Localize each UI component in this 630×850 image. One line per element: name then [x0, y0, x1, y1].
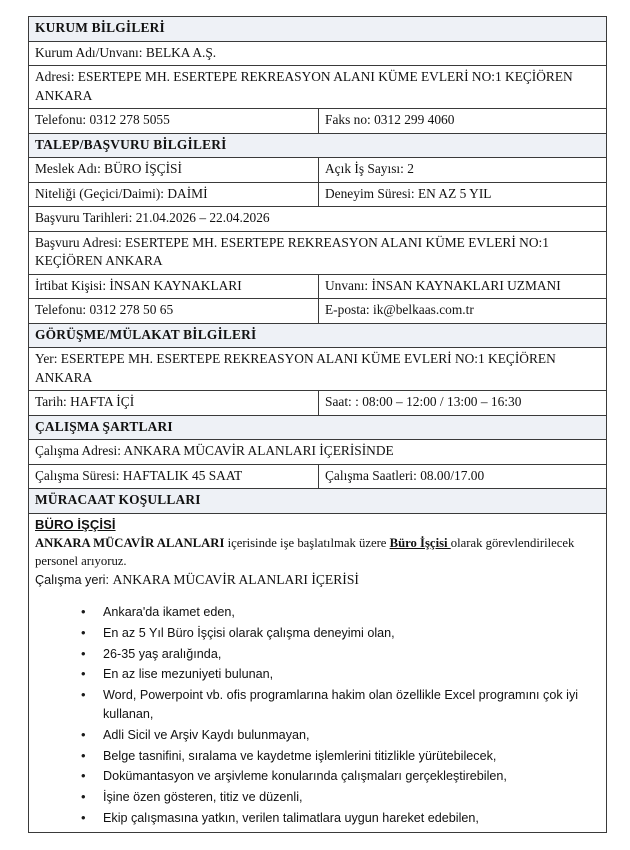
posting-body-row	[29, 513, 607, 833]
field-saat-08-00-12-00-13-00-16-30: Saat: : 08:00 – 12:00 / 13:00 – 16:30	[319, 391, 607, 416]
field-basvuru-tarihleri-21-04-2026-22-04-2026: Başvuru Tarihleri: 21.04.2026 – 22.04.2026	[29, 207, 607, 232]
table-row	[29, 207, 607, 232]
table-row	[29, 391, 607, 416]
table-row	[29, 158, 607, 183]
field-kurum-adi-unvani-belka-a-s: Kurum Adı/Unvanı: BELKA A.Ş.	[29, 41, 607, 66]
requirement-item: • Belge tasnifini, sıralama ve kaydetme işlemlerini titizlikle yürütebilecek,	[81, 747, 600, 767]
section-title-calisma-sartlari: ÇALIŞMA ŞARTLARI	[29, 415, 607, 440]
field-calisma-adresi-ankara-mucavi-r-alanlari-i-: Çalışma Adresi: ANKARA MÜCAVİR ALANLARI İÇERİSİNDE	[29, 440, 607, 465]
field-faks-no-0312-299-4060: Faks no: 0312 299 4060	[319, 109, 607, 134]
job-posting-table	[28, 16, 607, 833]
field-adresi-esertepe-mh-esertepe-rekreasyon-ala: Adresi: ESERTEPE MH. ESERTEPE REKREASYON ALANI KÜME EVLERİ NO:1 KEÇİÖREN ANKARA	[29, 66, 607, 109]
lead-middle-text: içerisinde işe başlatılmak üzere	[224, 536, 390, 551]
table-row	[29, 299, 607, 324]
section-title-gorusme-mulakat-bilgileri: GÖRÜŞME/MÜLAKAT BİLGİLERİ	[29, 323, 607, 348]
field-unvani-i-nsan-kaynaklari-uzmani: Unvanı: İNSAN KAYNAKLARI UZMANI	[319, 274, 607, 299]
table-row	[29, 41, 607, 66]
section-title-talep-basvuru-bilgileri: TALEP/BAŞVURU BİLGİLERİ	[29, 133, 607, 158]
table-row	[29, 274, 607, 299]
lead-tail-text: olarak görevlendirilecek personel arıyoruz.	[35, 536, 575, 569]
table-row	[29, 109, 607, 134]
field-calisma-suresi-haftalik-45-saat: Çalışma Süresi: HAFTALIK 45 SAAT	[29, 464, 319, 489]
section-header-row	[29, 489, 607, 514]
posting-lead-paragraph	[35, 534, 600, 570]
section-title-kurum-bilgileri: KURUM BİLGİLERİ	[29, 17, 607, 42]
requirements-list	[35, 603, 600, 828]
section-header-row	[29, 415, 607, 440]
section-title-muracaat-kosullari: MÜRACAAT KOŞULLARI	[29, 489, 607, 514]
field-telefonu-0312-278-5055: Telefonu: 0312 278 5055	[29, 109, 319, 134]
field-calisma-saatleri-08-00-17-00: Çalışma Saatleri: 08.00/17.00	[319, 464, 607, 489]
requirement-item: • Adli Sicil ve Arşiv Kaydı bulunmayan,	[81, 726, 600, 746]
table-body	[29, 17, 607, 833]
field-niteligi-gecici-daimi-dai-mi: Niteliği (Geçici/Daimi): DAİMİ	[29, 182, 319, 207]
section-header-row	[29, 323, 607, 348]
posting-body	[29, 513, 607, 833]
requirement-item: • 26-35 yaş aralığında,	[81, 645, 600, 665]
field-telefonu-0312-278-50-65: Telefonu: 0312 278 50 65	[29, 299, 319, 324]
requirement-item: • İşine özen gösteren, titiz ve düzenli,	[81, 788, 600, 808]
field-e-posta-ik-belkaas-com-tr: E-posta: ik@belkaas.com.tr	[319, 299, 607, 324]
lead-role-emphasis: Büro İşçisi	[389, 536, 451, 551]
requirement-item: • En az lise mezuniyeti bulunan,	[81, 665, 600, 685]
posting-workplace-line	[35, 571, 600, 590]
field-deneyim-suresi-en-az-5-yil: Deneyim Süresi: EN AZ 5 YIL	[319, 182, 607, 207]
table-row	[29, 348, 607, 391]
workplace-value: ANKARA MÜCAVİR ALANLARI İÇERİSİ	[112, 571, 359, 587]
field-acik-i-s-sayisi-2: Açık İş Sayısı: 2	[319, 158, 607, 183]
table-row	[29, 231, 607, 274]
field-i-rtibat-kisisi-i-nsan-kaynaklari: İrtibat Kişisi: İNSAN KAYNAKLARI	[29, 274, 319, 299]
section-header-row	[29, 133, 607, 158]
field-tarih-hafta-i-ci: Tarih: HAFTA İÇİ	[29, 391, 319, 416]
table-row	[29, 440, 607, 465]
lead-company-area: ANKARA MÜCAVİR ALANLARI	[35, 536, 225, 551]
table-row	[29, 66, 607, 109]
requirement-item: • Word, Powerpoint vb. ofis programlarına hakim olan özellikle Excel programını çok iyi kullanan,	[81, 686, 600, 725]
table-row	[29, 182, 607, 207]
requirement-item: • Ekip çalışmasına yatkın, verilen talimatlara uygun hareket edebilen,	[81, 809, 600, 829]
requirement-item: • Ankara'da ikamet eden,	[81, 603, 600, 623]
field-yer-esertepe-mh-esertepe-rekreasyon-alani-: Yer: ESERTEPE MH. ESERTEPE REKREASYON ALANI KÜME EVLERİ NO:1 KEÇİÖREN ANKARA	[29, 348, 607, 391]
table-row	[29, 464, 607, 489]
field-basvuru-adresi-esertepe-mh-esertepe-rekrea: Başvuru Adresi: ESERTEPE MH. ESERTEPE REKREASYON ALANI KÜME EVLERİ NO:1 KEÇİÖREN ANKARA	[29, 231, 607, 274]
workplace-label: Çalışma yeri:	[35, 572, 113, 587]
section-header-row	[29, 17, 607, 42]
field-meslek-adi-buro-i-sci-si: Meslek Adı: BÜRO İŞÇİSİ	[29, 158, 319, 183]
requirement-item: • Dokümantasyon ve arşivleme konularında çalışmaları gerçekleştirebilen,	[81, 767, 600, 787]
posting-job-title: BÜRO İŞÇİSİ	[35, 516, 116, 532]
requirement-item: • En az 5 Yıl Büro İşçisi olarak çalışma deneyimi olan,	[81, 624, 600, 644]
